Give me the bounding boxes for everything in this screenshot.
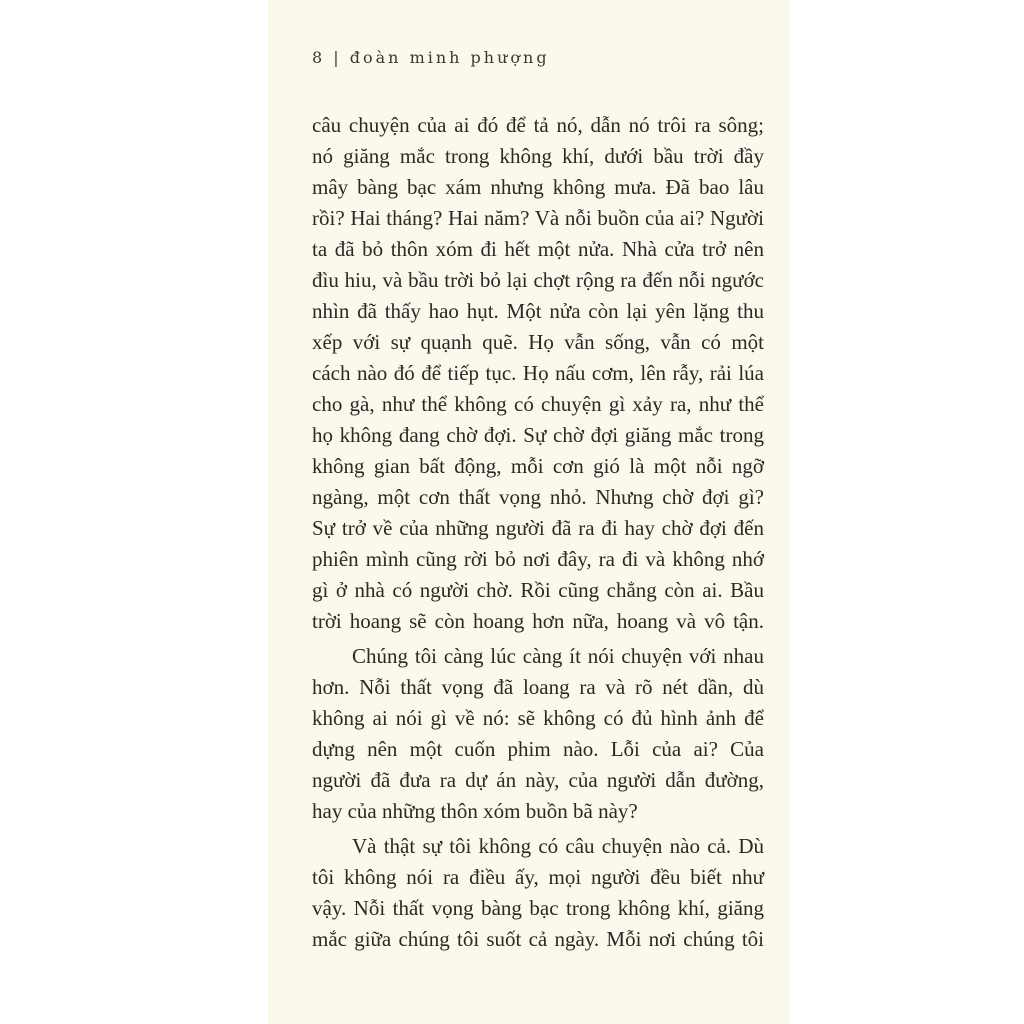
text-line: nó giăng mắc trong không khí, dưới bầu trời đầy (312, 144, 764, 168)
text-line: trời hoang sẽ còn hoang hơn nữa, hoang và vô tận. (312, 609, 764, 633)
text-line: dựng nên một cuốn phim nào. Lỗi của ai? Của (312, 737, 764, 761)
text-line: hay của những thôn xóm buồn bã này? (312, 799, 638, 823)
text-line: xếp với sự quạnh quẽ. Họ vẫn sống, vẫn có một (312, 330, 764, 354)
text-line: ta đã bỏ thôn xóm đi hết một nửa. Nhà cửa trở nên (312, 237, 764, 261)
body-text (312, 110, 764, 955)
page-number: 8 (312, 48, 326, 67)
paragraph (312, 110, 764, 637)
header-separator: | (333, 48, 342, 67)
paragraph (312, 831, 764, 955)
page-header (312, 48, 550, 67)
text-line: cách nào đó để tiếp tục. Họ nấu cơm, lên rẫy, rải lúa (312, 361, 764, 385)
text-line: rồi? Hai tháng? Hai năm? Và nỗi buồn của ai? Người (312, 206, 764, 230)
text-line: câu chuyện của ai đó để tả nó, dẫn nó trôi ra sông; (312, 113, 764, 137)
text-line: không gian bất động, mỗi cơn gió là một nỗi ngỡ (312, 454, 764, 478)
text-line: mây bàng bạc xám nhưng không mưa. Đã bao lâu (312, 175, 764, 199)
text-line: phiên mình cũng rời bỏ nơi đây, ra đi và không nhớ (312, 547, 764, 571)
text-line: người đã đưa ra dự án này, của người dẫn đường, (312, 768, 764, 792)
text-line: đìu hiu, và bầu trời bỏ lại chợt rộng ra đến nỗi ngước (312, 268, 764, 292)
text-line: Sự trở về của những người đã ra đi hay chờ đợi đến (312, 516, 764, 540)
text-line: cho gà, như thể không có chuyện gì xảy ra, như thể (312, 392, 764, 416)
text-line: không ai nói gì về nó: sẽ không có đủ hình ảnh để (312, 706, 764, 730)
text-line: nhìn đã thấy hao hụt. Một nửa còn lại yên lặng thu (312, 299, 764, 323)
paragraph (312, 641, 764, 827)
text-line: gì ở nhà có người chờ. Rồi cũng chẳng còn ai. Bầu (312, 578, 764, 602)
text-line: Chúng tôi càng lúc càng ít nói chuyện với nhau (352, 644, 764, 668)
text-line: tôi không nói ra điều ấy, mọi người đều biết như (312, 865, 764, 889)
text-line: ngàng, một cơn thất vọng nhỏ. Nhưng chờ đợi gì? (312, 485, 764, 509)
text-line: họ không đang chờ đợi. Sự chờ đợi giăng mắc trong (312, 423, 764, 447)
author-name: đoàn minh phượng (349, 48, 550, 67)
text-line: mắc giữa chúng tôi suốt cả ngày. Mỗi nơi chúng tôi (312, 927, 764, 951)
text-line: Và thật sự tôi không có câu chuyện nào cả. Dù (352, 834, 764, 858)
text-line: hơn. Nỗi thất vọng đã loang ra và rõ nét dần, dù (312, 675, 764, 699)
text-line: vậy. Nỗi thất vọng bàng bạc trong không khí, giăng (312, 896, 764, 920)
